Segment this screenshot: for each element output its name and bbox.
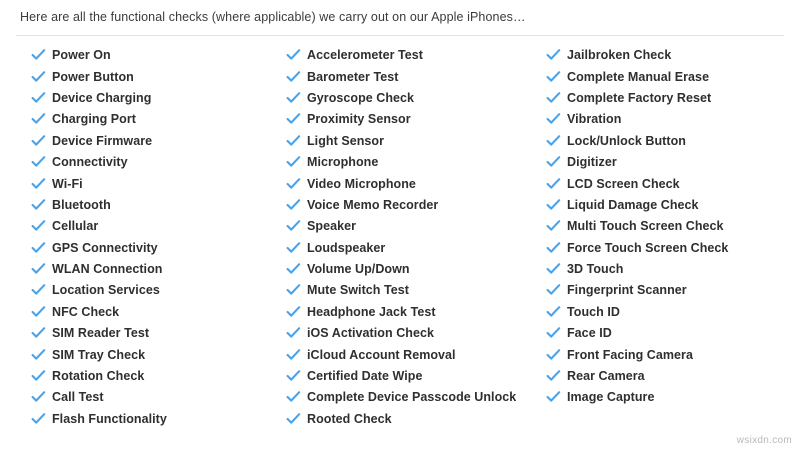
- check-label: Light Sensor: [307, 133, 384, 148]
- check-icon: [285, 348, 302, 362]
- check-icon: [30, 412, 47, 426]
- check-label: Voice Memo Recorder: [307, 197, 439, 212]
- list-item: [285, 365, 545, 386]
- check-label: SIM Tray Check: [52, 347, 146, 362]
- check-icon: [285, 262, 302, 276]
- list-item: [30, 365, 280, 386]
- check-label: Microphone: [307, 155, 379, 170]
- check-icon: [285, 155, 302, 169]
- check-label: Touch ID: [567, 304, 620, 319]
- check-label: Device Charging: [52, 90, 152, 105]
- list-item: [545, 280, 800, 301]
- check-icon: [30, 91, 47, 105]
- list-item: [545, 109, 800, 130]
- list-item: [30, 408, 280, 429]
- check-label: Image Capture: [567, 390, 655, 405]
- list-item: [285, 237, 545, 258]
- list-item: [30, 66, 280, 87]
- check-icon: [30, 112, 47, 126]
- list-item: [30, 258, 280, 279]
- list-item: [30, 387, 280, 408]
- check-icon: [30, 348, 47, 362]
- check-label: 3D Touch: [567, 262, 624, 277]
- check-icon: [545, 48, 562, 62]
- check-label: Call Test: [52, 390, 104, 405]
- check-label: Rooted Check: [307, 411, 392, 426]
- check-icon: [30, 369, 47, 383]
- check-label: Charging Port: [52, 112, 136, 127]
- check-icon: [285, 369, 302, 383]
- check-label: Barometer Test: [307, 69, 399, 84]
- list-item: [545, 365, 800, 386]
- intro-text: Here are all the functional checks (where applicable) we carry out on our Apple iPhones…: [20, 10, 526, 24]
- check-icon: [30, 219, 47, 233]
- check-label: Digitizer: [567, 155, 617, 170]
- list-item: [285, 66, 545, 87]
- check-icon: [30, 262, 47, 276]
- check-label: Power On: [52, 48, 111, 63]
- list-item: [545, 301, 800, 322]
- check-icon: [545, 241, 562, 255]
- check-label: Rotation Check: [52, 369, 145, 384]
- check-icon: [545, 198, 562, 212]
- check-label: Mute Switch Test: [307, 283, 409, 298]
- list-item: [545, 194, 800, 215]
- check-label: Location Services: [52, 283, 160, 298]
- list-item: [545, 344, 800, 365]
- check-label: LCD Screen Check: [567, 176, 680, 191]
- check-icon: [30, 326, 47, 340]
- list-item: [285, 216, 545, 237]
- check-label: iCloud Account Removal: [307, 347, 456, 362]
- check-label: Rear Camera: [567, 369, 645, 384]
- check-label: Complete Manual Erase: [567, 69, 710, 84]
- check-icon: [285, 305, 302, 319]
- list-item: [285, 87, 545, 108]
- checks-column-1: [0, 45, 280, 430]
- list-item: [545, 173, 800, 194]
- list-item: [30, 45, 280, 66]
- check-label: Certified Date Wipe: [307, 369, 423, 384]
- list-item: [545, 45, 800, 66]
- check-icon: [285, 198, 302, 212]
- check-icon: [545, 70, 562, 84]
- check-icon: [545, 305, 562, 319]
- check-icon: [30, 305, 47, 319]
- check-icon: [30, 48, 47, 62]
- check-icon: [545, 369, 562, 383]
- check-label: Multi Touch Screen Check: [567, 219, 724, 234]
- check-label: Complete Factory Reset: [567, 90, 712, 105]
- check-label: Speaker: [307, 219, 356, 234]
- check-icon: [545, 326, 562, 340]
- list-item: [545, 237, 800, 258]
- check-label: Fingerprint Scanner: [567, 283, 687, 298]
- list-item: [285, 151, 545, 172]
- check-icon: [545, 112, 562, 126]
- check-label: Flash Functionality: [52, 411, 167, 426]
- check-icon: [285, 177, 302, 191]
- check-label: Complete Device Passcode Unlock: [307, 390, 517, 405]
- check-label: Video Microphone: [307, 176, 416, 191]
- list-item: [285, 301, 545, 322]
- list-item: [30, 173, 280, 194]
- check-label: Device Firmware: [52, 133, 153, 148]
- list-item: [30, 109, 280, 130]
- check-icon: [30, 241, 47, 255]
- check-icon: [285, 283, 302, 297]
- list-item: [30, 301, 280, 322]
- list-item: [30, 280, 280, 301]
- check-icon: [285, 219, 302, 233]
- list-item: [545, 216, 800, 237]
- check-icon: [285, 70, 302, 84]
- check-label: SIM Reader Test: [52, 326, 150, 341]
- check-label: Gyroscope Check: [307, 90, 415, 105]
- list-item: [285, 130, 545, 151]
- list-item: [285, 408, 545, 429]
- check-label: Power Button: [52, 69, 134, 84]
- check-list-2: [285, 45, 545, 430]
- check-icon: [30, 134, 47, 148]
- checks-column-3: [545, 45, 800, 409]
- check-icon: [285, 412, 302, 426]
- list-item: [545, 66, 800, 87]
- check-icon: [545, 283, 562, 297]
- check-list-1: [30, 45, 280, 430]
- check-icon: [30, 283, 47, 297]
- checks-column-2: [280, 45, 545, 430]
- check-icon: [285, 390, 302, 404]
- list-item: [285, 387, 545, 408]
- check-icon: [285, 112, 302, 126]
- check-label: Bluetooth: [52, 197, 111, 212]
- check-label: Face ID: [567, 326, 612, 341]
- check-label: Proximity Sensor: [307, 112, 411, 127]
- list-item: [285, 194, 545, 215]
- list-item: [30, 323, 280, 344]
- check-label: GPS Connectivity: [52, 240, 158, 255]
- check-label: iOS Activation Check: [307, 326, 434, 341]
- check-icon: [285, 326, 302, 340]
- check-icon: [30, 390, 47, 404]
- check-icon: [545, 134, 562, 148]
- list-item: [285, 109, 545, 130]
- list-item: [545, 151, 800, 172]
- list-item: [545, 87, 800, 108]
- list-item: [30, 216, 280, 237]
- check-label: Force Touch Screen Check: [567, 240, 729, 255]
- list-item: [545, 258, 800, 279]
- list-item: [30, 151, 280, 172]
- check-icon: [545, 262, 562, 276]
- list-item: [545, 387, 800, 408]
- check-label: Headphone Jack Test: [307, 304, 436, 319]
- list-item: [545, 130, 800, 151]
- check-label: WLAN Connection: [52, 262, 163, 277]
- check-icon: [30, 177, 47, 191]
- list-item: [285, 173, 545, 194]
- check-icon: [545, 219, 562, 233]
- check-label: Liquid Damage Check: [567, 197, 699, 212]
- check-label: Jailbroken Check: [567, 48, 672, 63]
- list-item: [545, 323, 800, 344]
- check-label: Lock/Unlock Button: [567, 133, 686, 148]
- check-icon: [285, 48, 302, 62]
- check-label: Front Facing Camera: [567, 347, 693, 362]
- check-icon: [545, 348, 562, 362]
- check-label: Accelerometer Test: [307, 48, 423, 63]
- check-icon: [30, 70, 47, 84]
- check-label: Wi-Fi: [52, 176, 83, 191]
- list-item: [285, 258, 545, 279]
- list-item: [285, 280, 545, 301]
- check-icon: [285, 134, 302, 148]
- checks-columns: [0, 36, 800, 430]
- check-icon: [545, 390, 562, 404]
- check-label: NFC Check: [52, 304, 120, 319]
- watermark: wsixdn.com: [736, 435, 792, 446]
- check-icon: [30, 198, 47, 212]
- check-label: Vibration: [567, 112, 622, 127]
- list-item: [30, 237, 280, 258]
- check-label: Connectivity: [52, 155, 128, 170]
- check-icon: [30, 155, 47, 169]
- check-label: Loudspeaker: [307, 240, 386, 255]
- list-item: [285, 344, 545, 365]
- list-item: [30, 344, 280, 365]
- check-label: Cellular: [52, 219, 99, 234]
- list-item: [30, 130, 280, 151]
- list-item: [30, 87, 280, 108]
- list-item: [30, 194, 280, 215]
- list-item: [285, 323, 545, 344]
- check-icon: [545, 155, 562, 169]
- list-item: [285, 45, 545, 66]
- check-list-3: [545, 45, 800, 409]
- check-label: Volume Up/Down: [307, 262, 410, 277]
- check-icon: [285, 91, 302, 105]
- check-icon: [285, 241, 302, 255]
- check-icon: [545, 91, 562, 105]
- check-icon: [545, 177, 562, 191]
